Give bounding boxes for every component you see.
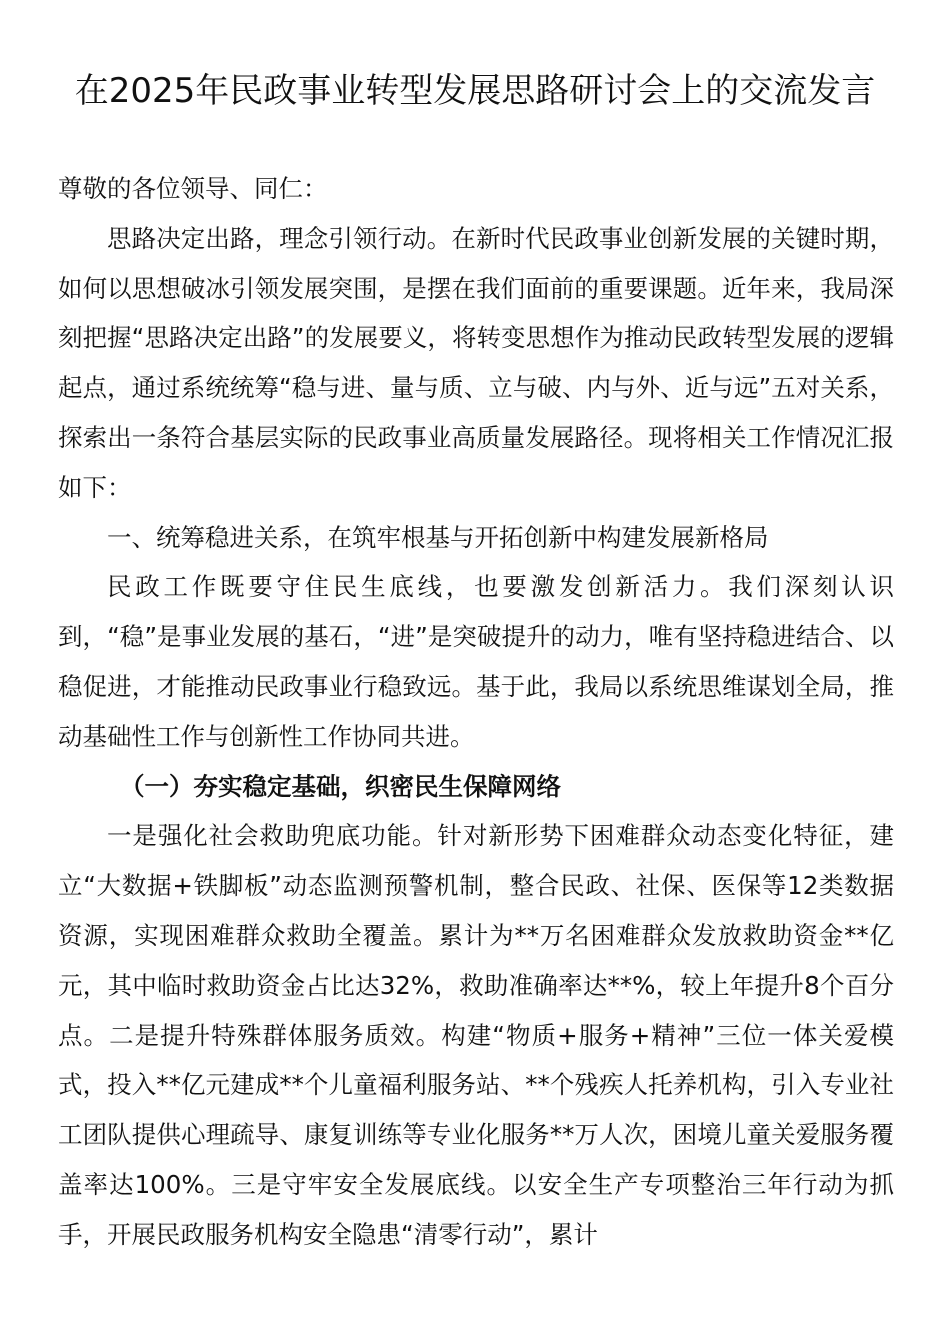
document-title: 在2025年民政事业转型发展思路研讨会上的交流发言 (74, 71, 876, 111)
section-heading-1: 一、统筹稳进关系，在筑牢根基与开拓创新中构建发展新格局 (107, 522, 769, 552)
salutation: 尊敬的各位领导、同仁： (58, 174, 328, 203)
subsection-heading: （一）夯实稳定基础，织密民生保障网络 (120, 771, 561, 801)
section-paragraph: 民政工作既要守住民生底线，也要激发创新活力。我们深刻认识到，“稳”是事业发展的基石，“进”是突破提升的动力，唯有坚持稳进结合、以稳促进，才能推动民政事业行稳致远。基于此，我局以系统思维谋划全局，推动基础性工作与创新性工作协同共进。 (58, 572, 894, 751)
body-paragraph: 一是强化社会救助兜底功能。针对新形势下困难群众动态变化特征，建立“大数据+铁脚板”动态监测预警机制，整合民政、社保、医保等12类数据资源，实现困难群众救助全覆盖。累计为**万名困难群众发放救助资金**亿元，其中临时救助资金占比达32%，救助准确率达**%，较上年提升8个百分点。二是提升特殊群体服务质效。构建“物质+服务+精神”三位一体关爱模式，投入**亿元建成**个儿童福利服务站、**个残疾人托养机构，引入专业社工团队提供心理疏导、康复训练等专业化服务**万人次，困境儿童关爱服务覆盖率达100%。三是守牢安全发展底线。以安全生产专项整治三年行动为抓手，开展民政服务机构安全隐患“清零行动”，累计 (58, 821, 894, 1249)
document-body (58, 164, 894, 1260)
intro-paragraph: 思路决定出路，理念引领行动。在新时代民政事业创新发展的关键时期，如何以思想破冰引领发展突围，是摆在我们面前的重要课题。近年来，我局深刻把握“思路决定出路”的发展要义，将转变思想作为推动民政转型发展的逻辑起点，通过系统统筹“稳与进、量与质、立与破、内与外、近与远”五对关系，探索出一条符合基层实际的民政事业高质量发展路径。现将相关工作情况汇报如下： (58, 223, 894, 502)
